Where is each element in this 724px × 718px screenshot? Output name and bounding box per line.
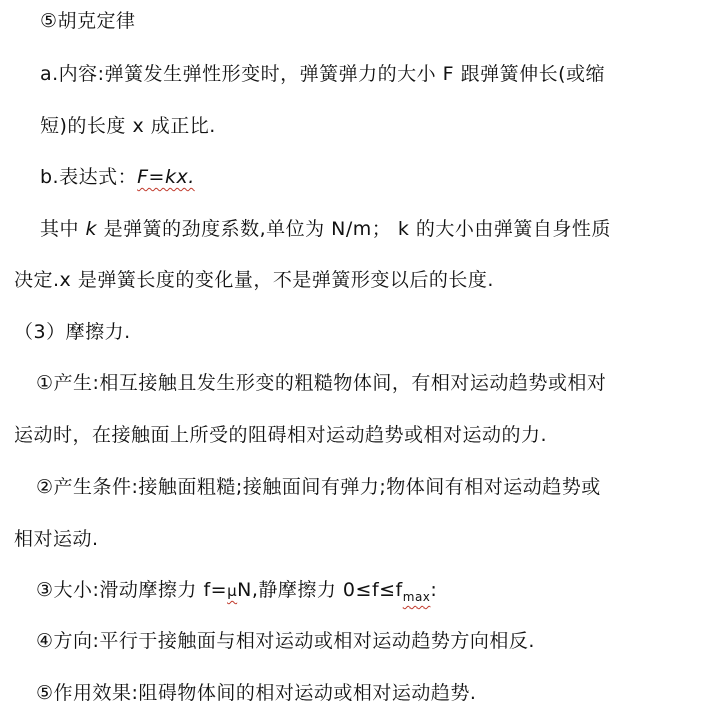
stiffness-coefficient-line-1 <box>40 216 611 242</box>
hooke-content-line-1: a.内容:弹簧发生弹性形变时，弹簧弹力的大小 F 跟弹簧伸长(或缩 <box>40 63 606 85</box>
friction-conditions-line-1: ②产生条件:接触面粗糙;接触面间有弹力;物体间有相对运动趋势或 <box>36 476 601 498</box>
friction-magnitude <box>36 577 437 604</box>
stiffness-post: 是弹簧的劲度系数,单位为 N/m； k 的大小由弹簧自身性质 <box>97 218 611 240</box>
mu-symbol: μ <box>227 582 238 600</box>
stiffness-symbol: k <box>85 218 98 240</box>
friction-heading: （3）摩擦力. <box>14 321 131 343</box>
hooke-law-heading: ⑤胡克定律 <box>40 10 136 32</box>
friction-effect: ⑤作用效果:阻碍物体间的相对运动或相对运动趋势. <box>36 682 477 704</box>
hooke-formula: F=kx. <box>137 166 195 188</box>
friction-origin-line-1: ①产生:相互接触且发生形变的粗糙物体间，有相对运动趋势或相对 <box>36 372 607 394</box>
max-subscript: max <box>402 590 431 604</box>
friction-direction: ④方向:平行于接触面与相对运动或相对运动趋势方向相反. <box>36 630 535 652</box>
friction-conditions-line-2: 相对运动. <box>14 528 99 550</box>
magnitude-mid: N,静摩擦力 0≤f≤f <box>237 579 403 601</box>
magnitude-pre: ③大小:滑动摩擦力 f= <box>36 579 228 601</box>
friction-origin-line-2: 运动时，在接触面上所受的阻碍相对运动趋势或相对运动的力. <box>14 424 548 446</box>
stiffness-pre: 其中 <box>40 218 86 240</box>
magnitude-end: : <box>430 579 438 601</box>
hooke-content-line-2: 短)的长度 x 成正比. <box>40 115 216 137</box>
hooke-expression <box>40 164 195 190</box>
expression-label: b.表达式： <box>40 166 138 188</box>
stiffness-coefficient-line-2: 决定.x 是弹簧长度的变化量，不是弹簧形变以后的长度. <box>14 269 494 291</box>
